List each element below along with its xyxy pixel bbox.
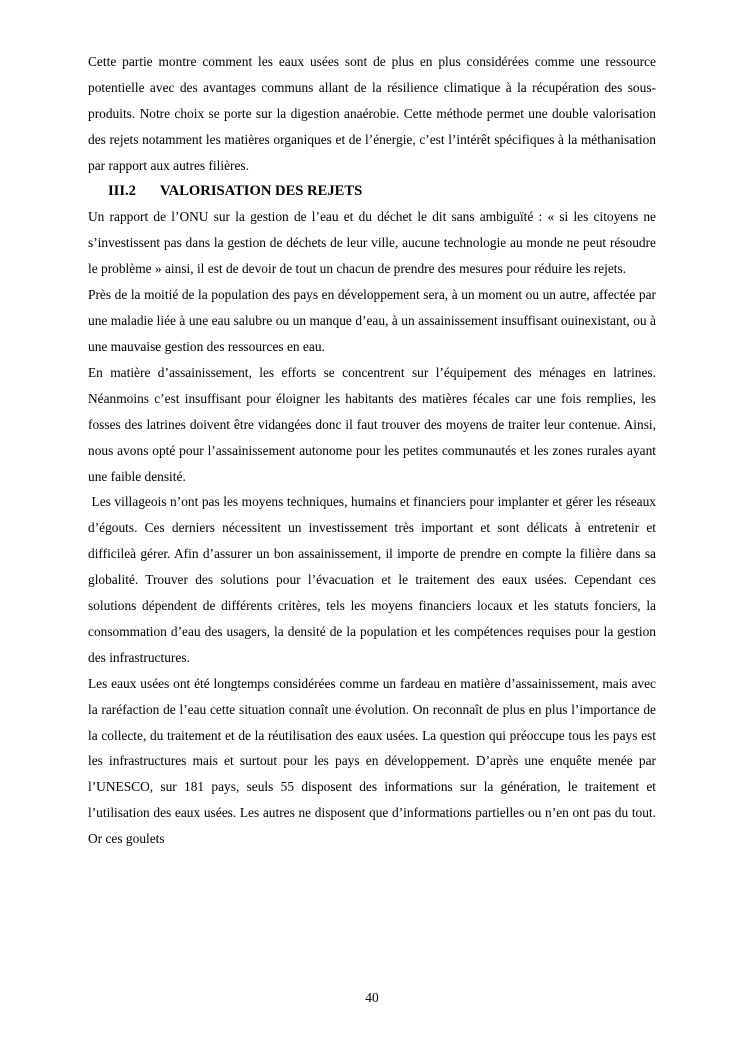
paragraph-latrines: En matière d’assainissement, les efforts se concentrent sur l’équipement des ménages en latrines. Néanmoins c’est insuffisant pour éloigner les habitants des matières fécales car une fois remplies, les fosses des latrines doivent être vidangées donc il faut trouver des moyens de traiter leur contenue. Ainsi, nous avons opté pour l’assainissement autonome pour les petites communautés et les zones rurales ayant une faible densité. bbox=[88, 364, 656, 484]
page-number: 40 bbox=[365, 990, 379, 1005]
paragraph-wastewater: Les eaux usées ont été longtemps considérées comme un fardeau en matière d’assainissement, mais avec la raréfaction de l’eau cette situation connaît une évolution. On reconnaît de plus en plus l’importance de la collecte, du traitement et de la réutilisation des eaux usées. La question qui préoccupe tous les pays est les infrastructures mais et surtout pour les pays en développement. D’après une enquête menée par l’UNESCO, sur 181 pays, seuls 55 disposent des informations sur la génération, le traitement et l’utilisation des eaux usées. Les autres ne disposent que d’informations partielles ou n’en ont pas du tout. Or ces goulets bbox=[88, 675, 656, 847]
paragraph-onu-report: Un rapport de l’ONU sur la gestion de l’eau et du déchet le dit sans ambiguïté : « si les citoyens ne s’investissent pas dans la gestion de déchets de leur ville, aucune technologie au monde ne peut résoudre le problème » ainsi, il est de devoir de tout un chacun de prendre des mesures pour réduire les rejets. bbox=[88, 209, 656, 277]
paragraph-villagers: Les villageois n’ont pas les moyens techniques, humains et financiers pour implanter et gérer les réseaux d’égouts. Ces derniers nécessitent un investissement très important et sont délicats à entretenir et difficileà gérer. Afin d’assurer un bon assainissement, il importe de prendre en compte la filière dans sa globalité. Trouver des solutions pour l’évacuation et le traitement des eaux usées. Cependant ces solutions dépendent de différents critères, tels les moyens financiers locaux et les statuts fonciers, la consommation d’eau des usagers, la densité de la population et les compétences requises pour la gestion des infrastructures. bbox=[88, 494, 660, 665]
section-number: III.2 bbox=[108, 182, 136, 199]
intro-paragraph: Cette partie montre comment les eaux usées sont de plus en plus considérées comme une ressource potentielle avec des avantages communs allant de la résilience climatique à la récupération des sous-produits. Notre choix se porte sur la digestion anaérobie. Cette méthode permet une double valorisation des rejets notamment les matières organiques et de l’énergie, c’est l’intérêt spécifiques à la méthanisation par rapport aux autres filières. bbox=[88, 54, 656, 173]
section-heading bbox=[88, 179, 656, 205]
paragraph-population-health: Près de la moitié de la population des pays en développement sera, à un moment ou un autre, affectée par une maladie liée à une eau salubre ou un manque d’eau, à un assainissement insuffisant ouinexistant, ou à une mauvaise gestion des ressources en eau. bbox=[88, 287, 656, 354]
section-title: VALORISATION DES REJETS bbox=[160, 182, 363, 199]
body-text bbox=[88, 49, 660, 852]
